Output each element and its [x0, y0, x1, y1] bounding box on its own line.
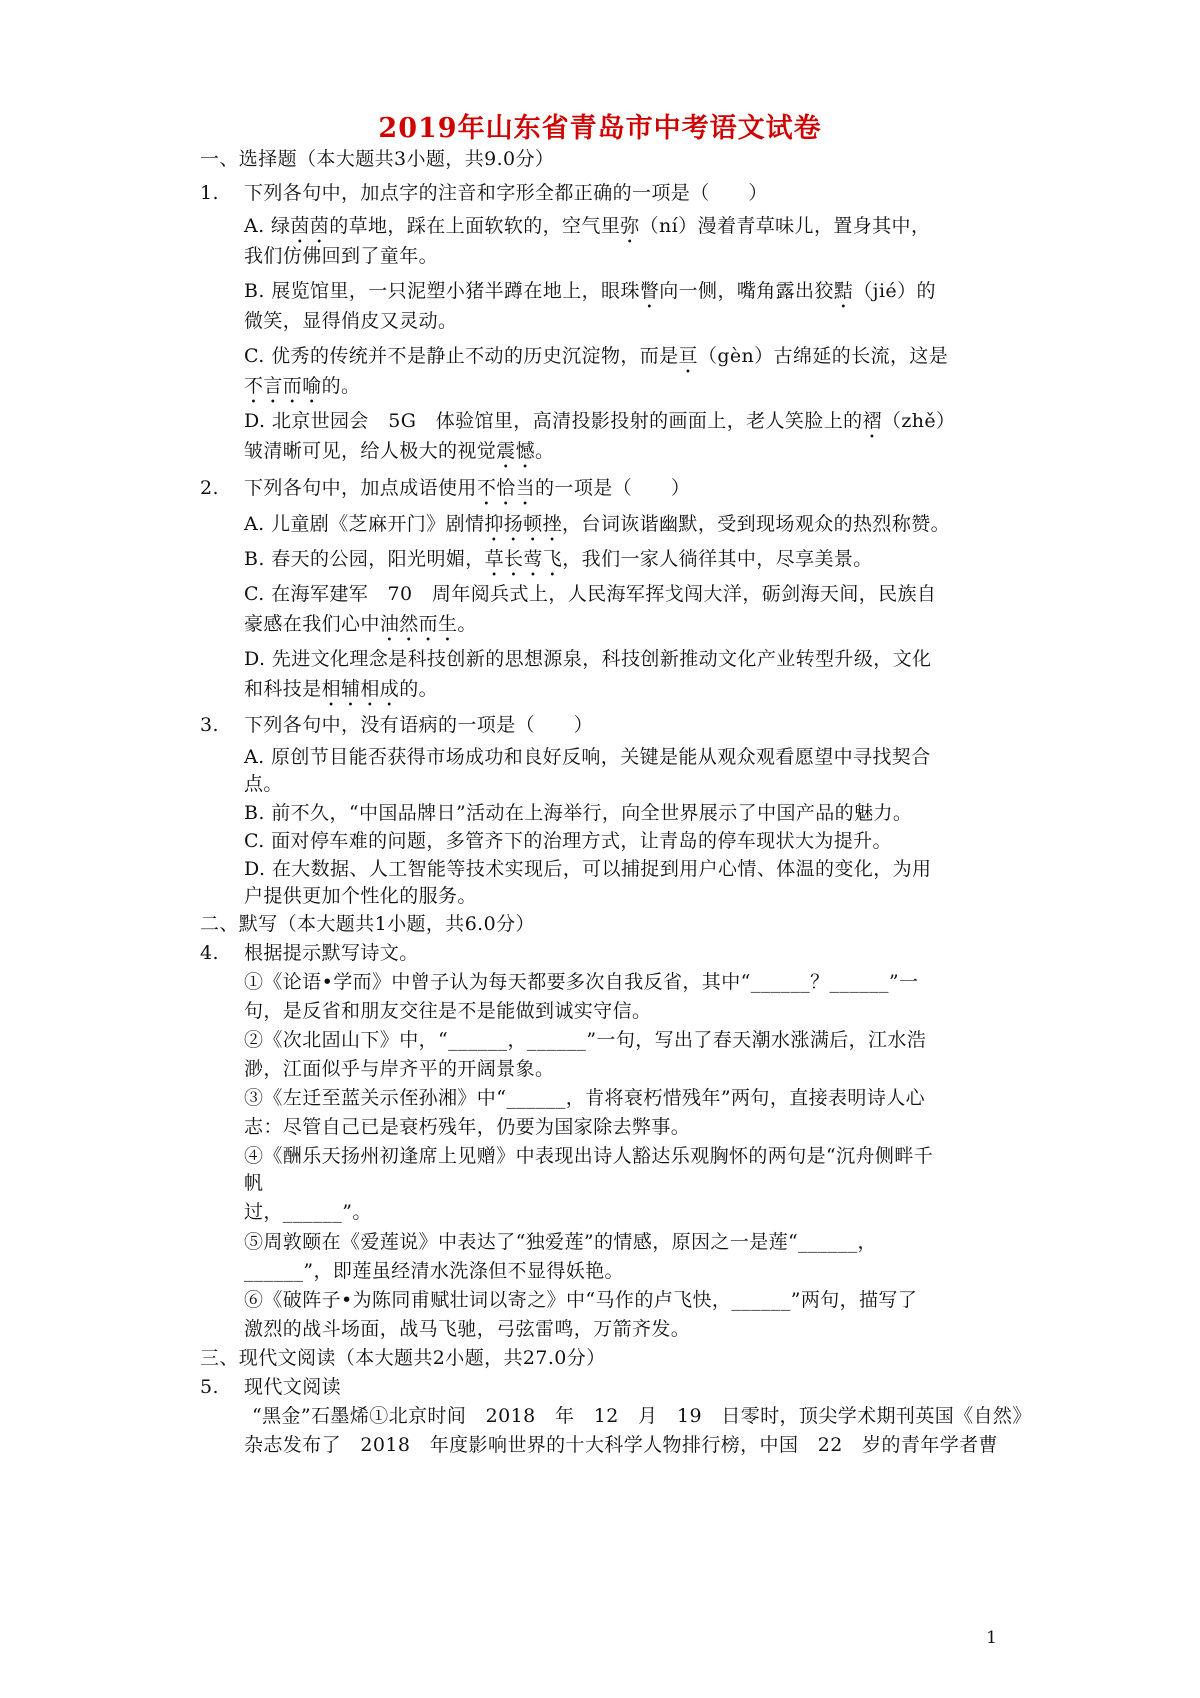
section-heading-choice: 一、选择题（本大题共3小题，共9.0分） [200, 148, 555, 170]
question-number: 3. [200, 714, 219, 736]
option-a: A. 原创节目能否获得市场成功和良好反响，关键是能从观众观看愿望中寻找契合 [244, 746, 931, 768]
option-b-cont: 微笑，显得俏皮又灵动。 [244, 310, 458, 332]
question-number: 1. [200, 182, 219, 204]
question-stem: 下列各句中，没有语病的一项是（ ） [244, 714, 594, 736]
dictation-line: ______”，即莲虽经清水洗涤但不显得妖艳。 [244, 1260, 624, 1282]
question-stem: 现代文阅读 [244, 1376, 342, 1398]
dictation-line: ①《论语•学而》中曾子认为每天都要多次自我反省，其中“______？______”一 [244, 971, 919, 993]
option-a: A. 儿童剧《芝麻开门》剧情抑扬顿挫，台词诙谐幽默，受到现场观众的热烈称赞。 [244, 513, 951, 535]
option-b: B. 春天的公园，阳光明媚，草长莺飞，我们一家人徜徉其中，尽享美景。 [244, 548, 873, 570]
dictation-line: ③《左迁至蓝关示侄孙湘》中“______，肯将衰朽惜残年”两句，直接表明诗人心 [244, 1087, 926, 1109]
option-a: A. 绿茵茵的草地，踩在上面软软的，空气里弥（ní）漫着青草味儿，置身其中， [244, 215, 931, 237]
page-number: 1 [986, 1628, 997, 1648]
option-a-cont: 点。 [244, 773, 283, 795]
reading-paragraph-line: “黑金”石墨烯①北京时间 2018 年 12 月 19 日零时，顶尖学术期刊英国《自然》 [252, 1405, 1032, 1427]
option-c-cont: 豪感在我们心中油然而生。 [244, 613, 477, 635]
option-a-cont: 我们仿佛回到了童年。 [244, 245, 439, 267]
option-b: B. 前不久，“中国品牌日”活动在上海举行，向全世界展示了中国产品的魅力。 [244, 802, 913, 824]
dictation-line: ⑤周敦颐在《爱莲说》中表达了“独爱莲”的情感，原因之一是莲“______， [244, 1231, 877, 1253]
option-d-cont: 皱清晰可见，给人极大的视觉震憾。 [244, 440, 555, 462]
option-d: D. 北京世园会 5G 体验馆里，高清投影投射的画面上，老人笑脸上的褶（zhě） [244, 410, 956, 432]
dictation-line: ⑥《破阵子•为陈同甫赋壮词以寄之》中“马作的卢飞快，______”两句，描写了 [244, 1289, 918, 1311]
option-d-cont: 户提供更加个性化的服务。 [244, 885, 477, 907]
question-number: 5. [200, 1376, 219, 1398]
section-heading-dictation: 二、默写（本大题共1小题，共6.0分） [200, 913, 535, 935]
dictation-line: 渺，江面似乎与岸齐平的开阔景象。 [244, 1058, 555, 1080]
question-stem: 下列各句中，加点成语使用不恰当的一项是（ ） [244, 477, 691, 499]
reading-paragraph-line: 杂志发布了 2018 年度影响世界的十大科学人物排行榜，中国 22 岁的青年学者曹 [244, 1434, 998, 1456]
page-title: 2019年山东省青岛市中考语文试卷 [378, 113, 822, 144]
dictation-line: ②《次北固山下》中，“______，______”一句，写出了春天潮水涨满后，江水浩 [244, 1029, 927, 1051]
question-stem: 下列各句中，加点字的注音和字形全都正确的一项是（ ） [244, 182, 768, 204]
dictation-line: 帆 [244, 1172, 264, 1194]
question-stem: 根据提示默写诗文。 [244, 942, 419, 964]
dictation-line: 过，______”。 [244, 1201, 372, 1223]
option-d-cont: 和科技是相辅相成的。 [244, 678, 439, 700]
option-c-cont: 不言而喻的。 [244, 375, 361, 397]
dictation-line: 激烈的战斗场面，战马飞驰，弓弦雷鸣，万箭齐发。 [244, 1318, 691, 1340]
question-number: 4. [200, 942, 219, 964]
option-c: C. 面对停车难的问题，多管齐下的治理方式，让青岛的停车现状大为提升。 [244, 830, 892, 852]
dictation-line: ④《酬乐天扬州初逢席上见赠》中表现出诗人豁达乐观胸怀的两句是“沉舟侧畔千 [244, 1145, 934, 1167]
option-c: C. 在海军建军 70 周年阅兵式上，人民海军挥戈闯大洋，砺剑海天间，民族自 [244, 583, 937, 605]
option-c: C. 优秀的传统并不是静止不动的历史沉淀物，而是亘（gèn）古绵延的长流，这是 [244, 345, 949, 367]
option-d: D. 先进文化理念是科技创新的思想源泉，科技创新推动文化产业转型升级，文化 [244, 648, 932, 670]
question-number: 2. [200, 477, 219, 499]
option-b: B. 展览馆里，一只泥塑小猪半蹲在地上，眼珠瞥向一侧，嘴角露出狡黠（jié）的 [244, 280, 936, 302]
section-heading-reading: 三、现代文阅读（本大题共2小题，共27.0分） [200, 1347, 606, 1369]
dictation-line: 志：尽管自己已是衰朽残年，仍要为国家除去弊事。 [244, 1116, 691, 1138]
option-d: D. 在大数据、人工智能等技术实现后，可以捕捉到用户心情、体温的变化，为用 [244, 858, 932, 880]
dictation-line: 句，是反省和朋友交往是不是能做到诚实守信。 [244, 1000, 652, 1022]
